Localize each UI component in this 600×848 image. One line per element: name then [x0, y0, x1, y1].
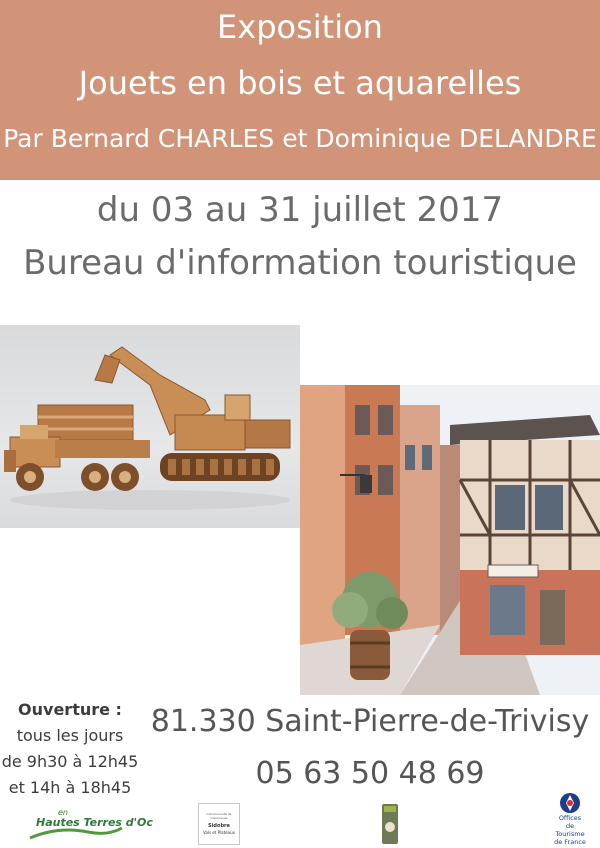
communaute-communes-logo [198, 803, 240, 845]
opening-hours-title: Ouverture : [18, 700, 122, 719]
offices-line4: de France [554, 838, 586, 846]
exhibition-authors: Par Bernard CHARLES et Dominique DELANDRE [3, 124, 597, 153]
hautes-terres-logo [28, 808, 153, 842]
offices-tourisme-logo [548, 792, 592, 846]
watercolor-street-painting [300, 385, 600, 695]
opening-hours-morning: de 9h30 à 12h45 [1, 752, 139, 771]
offices-line3: Tourisme [555, 830, 585, 838]
hautes-terres-name: Hautes Terres d'Oc [36, 816, 153, 829]
offices-line2: de [565, 822, 575, 830]
offices-tourisme-text [548, 814, 592, 846]
opening-hours [0, 697, 140, 801]
opening-hours-afternoon: et 14h à 18h45 [8, 778, 132, 797]
title-banner [0, 0, 600, 180]
cc-line3: Vals et Plateaux [202, 830, 235, 835]
opening-hours-days: tous les jours [16, 726, 124, 745]
offices-line1: Offices [558, 814, 582, 822]
exhibition-title: Jouets en bois et aquarelles [78, 64, 522, 102]
exhibition-label: Exposition [217, 8, 383, 46]
event-dates: du 03 au 31 juillet 2017 [96, 190, 504, 230]
wooden-toys-photo [0, 325, 300, 528]
cc-line2: Sidobre [208, 823, 230, 829]
event-venue: Bureau d'information touristique [23, 243, 577, 283]
phone-number: 05 63 50 48 69 [255, 756, 485, 791]
address: 81.330 Saint-Pierre-de-Trivisy [150, 704, 590, 739]
offices-tourisme-icon [548, 792, 592, 816]
hautes-terres-small: en [58, 808, 68, 817]
label-logo-top [384, 806, 396, 812]
label-logo [382, 804, 398, 844]
label-logo-emblem [385, 822, 395, 832]
cc-line1: Communauté de Communes [206, 812, 232, 820]
